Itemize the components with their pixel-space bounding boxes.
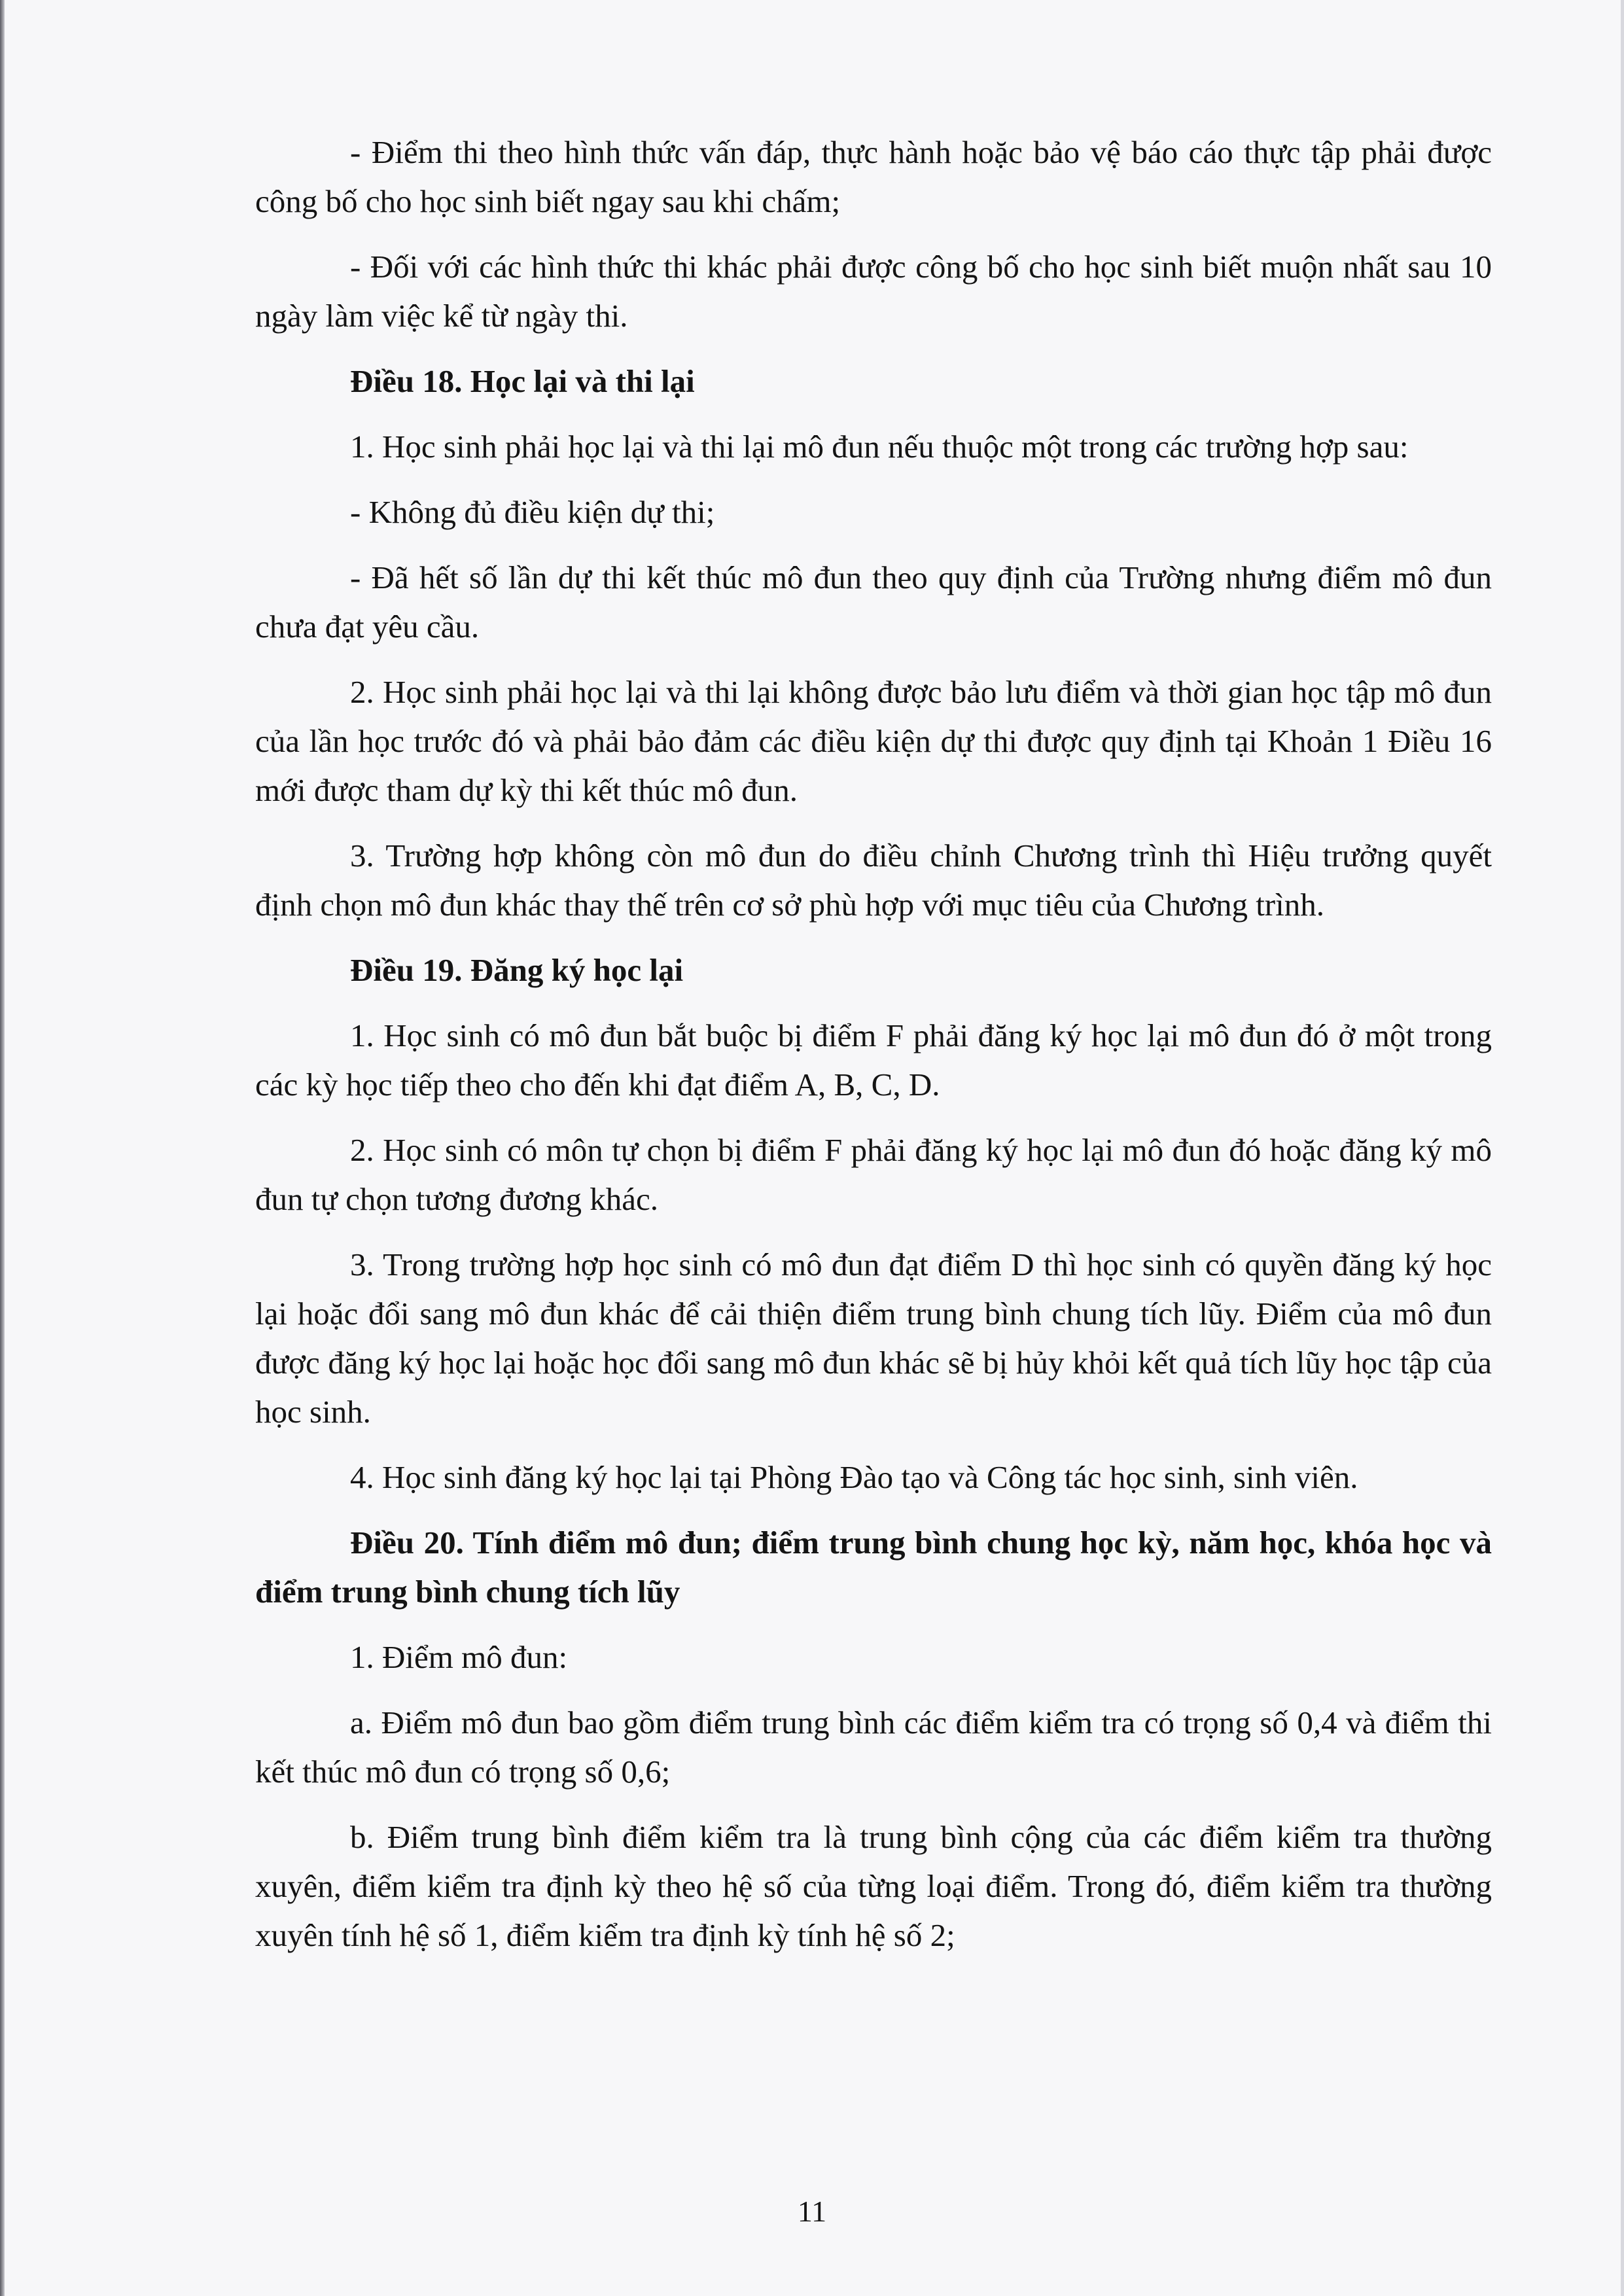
paragraph: - Không đủ điều kiện dự thi; bbox=[350, 494, 715, 530]
paragraph: 3. Trong trường hợp học sinh có mô đun đạt điểm D thì học sinh có quyền đăng ký học lại hoặc đổi sang mô đun khác để cải thiện điểm trung bình chung tích lũy. Điểm của mô đun được đăng ký học lại hoặc học đổi sang mô đun khác sẽ bị hủy khỏi kết quả tích lũy học tập của học sinh. bbox=[255, 1246, 1492, 1430]
paragraph: 3. Trường hợp không còn mô đun do điều chỉnh Chương trình thì Hiệu trưởng quyết định chọn mô đun khác thay thế trên cơ sở phù hợp với mục tiêu của Chương trình. bbox=[255, 838, 1492, 923]
paragraph: 2. Học sinh phải học lại và thi lại không được bảo lưu điểm và thời gian học tập mô đun của lần học trước đó và phải bảo đảm các điều kiện dự thi được quy định tại Khoản 1 Điều 16 mới được tham dự kỳ thi kết thúc mô đun. bbox=[255, 674, 1492, 808]
paragraph: b. Điểm trung bình điểm kiểm tra là trung bình cộng của các điểm kiểm tra thường xuyên, điểm kiểm tra định kỳ theo hệ số của từng loại điểm. Trong đó, điểm kiểm tra thường xuyên tính hệ số 1, điểm kiểm tra định kỳ tính hệ số 2; bbox=[255, 1819, 1492, 1953]
article-heading: Điều 19. Đăng ký học lại bbox=[350, 952, 684, 988]
paragraph: 1. Điểm mô đun: bbox=[350, 1639, 568, 1675]
article-heading: Điều 20. Tính điểm mô đun; điểm trung bình chung học kỳ, năm học, khóa học và điểm trung bình chung tích lũy bbox=[255, 1525, 1492, 1610]
article-heading: Điều 18. Học lại và thi lại bbox=[350, 363, 695, 399]
paragraph: - Điểm thi theo hình thức vấn đáp, thực hành hoặc bảo vệ báo cáo thực tập phải được công bố cho học sinh biết ngay sau khi chấm; bbox=[255, 134, 1492, 219]
scan-edge-left bbox=[0, 0, 5, 2296]
paragraph: 1. Học sinh phải học lại và thi lại mô đun nếu thuộc một trong các trường hợp sau: bbox=[350, 429, 1409, 465]
page-number: 11 bbox=[797, 2195, 827, 2228]
paragraph: 1. Học sinh có mô đun bắt buộc bị điểm F phải đăng ký học lại mô đun đó ở một trong các kỳ học tiếp theo cho đến khi đạt điểm A, B, C, D. bbox=[255, 1017, 1492, 1103]
paragraph: a. Điểm mô đun bao gồm điểm trung bình các điểm kiểm tra có trọng số 0,4 và điểm thi kết thúc mô đun có trọng số 0,6; bbox=[255, 1704, 1492, 1790]
paragraph: - Đã hết số lần dự thi kết thúc mô đun theo quy định của Trường nhưng điểm mô đun chưa đạt yêu cầu. bbox=[255, 559, 1492, 645]
paragraph: - Đối với các hình thức thi khác phải được công bố cho học sinh biết muộn nhất sau 10 ngày làm việc kể từ ngày thi. bbox=[255, 249, 1492, 334]
document-body bbox=[255, 128, 1492, 1976]
scan-edge-right bbox=[1621, 0, 1624, 2296]
paragraph: 4. Học sinh đăng ký học lại tại Phòng Đào tạo và Công tác học sinh, sinh viên. bbox=[350, 1459, 1358, 1495]
paragraph: 2. Học sinh có môn tự chọn bị điểm F phải đăng ký học lại mô đun đó hoặc đăng ký mô đun tự chọn tương đương khác. bbox=[255, 1132, 1492, 1217]
